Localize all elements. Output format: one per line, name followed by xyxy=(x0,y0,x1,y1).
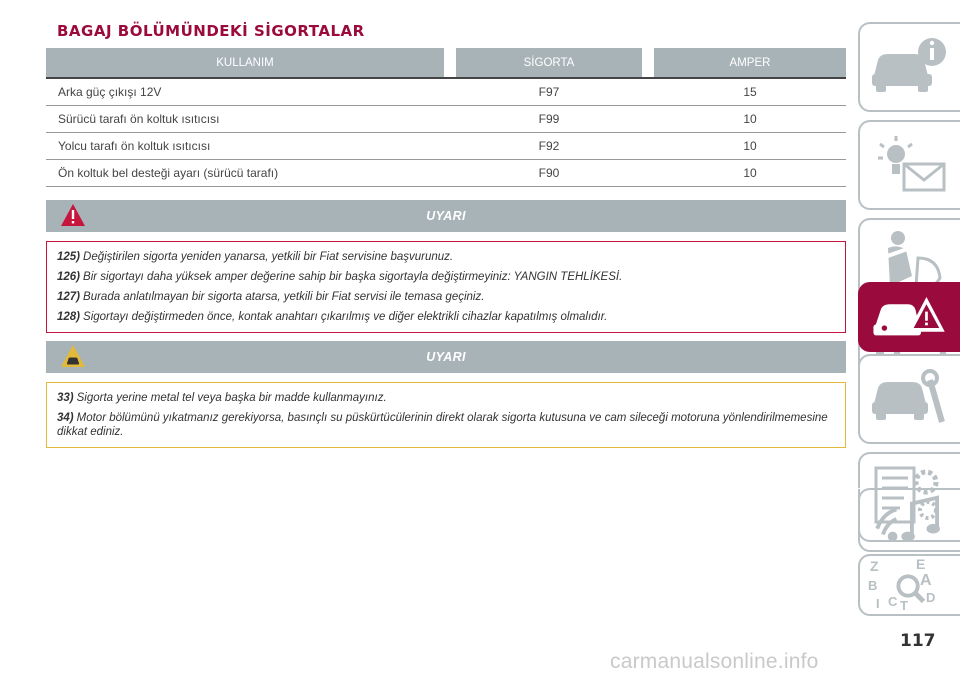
note-text: Burada anlatılmayan bir sigorta atarsa, yetkili bir Fiat servisi ile temasa geçiniz. xyxy=(83,291,485,303)
warning-note xyxy=(57,290,835,304)
table-row xyxy=(46,78,846,105)
tab-multimedia[interactable] xyxy=(858,488,960,552)
cell-usage: Ön koltuk bel desteği ayarı (sürücü tarafı) xyxy=(46,159,444,186)
table-header-row xyxy=(46,48,846,78)
warning-note xyxy=(57,411,835,439)
note-number: 33) xyxy=(57,392,74,404)
tab-index[interactable] xyxy=(858,554,960,616)
cell-amp: 10 xyxy=(654,159,846,186)
cell-fuse: F90 xyxy=(444,159,654,186)
table-row xyxy=(46,159,846,186)
note-text: Motor bölümünü yıkatmanız gerekiyorsa, basınçlı su püskürtücülerinin direkt olarak sigorta kutusuna ve cam sileceği motoruna yönlendirilmemesine dikkat ediniz. xyxy=(57,412,828,438)
cell-usage: Arka güç çıkışı 12V xyxy=(46,78,444,105)
car-maintenance-icon xyxy=(868,364,952,434)
car-info-icon xyxy=(868,32,952,102)
index-letter: I xyxy=(876,596,880,611)
column-header-amp: AMPER xyxy=(654,48,846,78)
index-letter: T xyxy=(900,598,908,613)
caution-warning-body xyxy=(46,382,846,448)
tab-maintenance[interactable] xyxy=(858,354,960,444)
index-letter: E xyxy=(916,556,926,572)
cell-fuse: F92 xyxy=(444,132,654,159)
warning-lights-icon xyxy=(868,130,952,200)
cell-usage: Yolcu tarafı ön koltuk ısıtıcısı xyxy=(46,132,444,159)
warning-note xyxy=(57,391,835,405)
page-title: BAGAJ BÖLÜMÜNDEKİ SİGORTALAR xyxy=(57,22,365,40)
tab-warning-lights[interactable] xyxy=(858,120,960,210)
column-gap xyxy=(444,48,456,78)
column-gap xyxy=(642,48,654,78)
car-emergency-icon xyxy=(868,286,952,350)
note-number: 125) xyxy=(57,251,81,263)
cell-amp: 10 xyxy=(654,132,846,159)
note-text: Bir sigortayı daha yüksek amper değerine sahip bir başka sigortayla değiştirmeyiniz: YANGIN TEHLİKESİ. xyxy=(83,271,623,283)
index-letter: A xyxy=(920,572,932,589)
cell-amp: 10 xyxy=(654,105,846,132)
table-row xyxy=(46,105,846,132)
index-letter: C xyxy=(888,594,898,609)
warning-note xyxy=(57,310,835,324)
warning-note xyxy=(57,270,835,284)
index-letter: D xyxy=(926,590,936,605)
column-header-fuse: SİGORTA xyxy=(456,48,642,78)
index-letter: B xyxy=(868,578,878,593)
column-header-usage: KULLANIM xyxy=(46,48,444,78)
cell-amp: 15 xyxy=(654,78,846,105)
table-row xyxy=(46,132,846,159)
tab-emergency-active[interactable] xyxy=(858,282,960,352)
note-number: 34) xyxy=(57,412,74,424)
tab-car-info[interactable] xyxy=(858,22,960,112)
cell-usage: Sürücü tarafı ön koltuk ısıtıcısı xyxy=(46,105,444,132)
note-text: Değiştirilen sigorta yeniden yanarsa, yetkili bir Fiat servisine başvurunuz. xyxy=(83,251,454,263)
danger-warning-header xyxy=(46,200,846,232)
caution-warning-header xyxy=(46,341,846,373)
danger-warning-title: UYARI xyxy=(426,209,466,223)
caution-warning-title: UYARI xyxy=(426,350,466,364)
alphabetical-index-icon xyxy=(868,557,952,615)
multimedia-music-icon xyxy=(868,492,952,550)
warning-note xyxy=(57,250,835,264)
note-number: 126) xyxy=(57,271,81,283)
note-number: 128) xyxy=(57,311,81,323)
note-number: 127) xyxy=(57,291,81,303)
watermark: carmanualsonline.info xyxy=(610,650,819,673)
cell-fuse: F97 xyxy=(444,78,654,105)
note-text: Sigorta yerine metal tel veya başka bir madde kullanmayınız. xyxy=(76,392,387,404)
danger-warning-body xyxy=(46,241,846,333)
note-text: Sigortayı değiştirmeden önce, kontak anahtarı çıkarılmış ve diğer elektrikli cihazlar kapatılmış olmalıdır. xyxy=(83,311,608,323)
fuse-table xyxy=(46,48,846,187)
index-letter: Z xyxy=(870,558,879,574)
page-number: 117 xyxy=(900,631,936,651)
cell-fuse: F99 xyxy=(444,105,654,132)
